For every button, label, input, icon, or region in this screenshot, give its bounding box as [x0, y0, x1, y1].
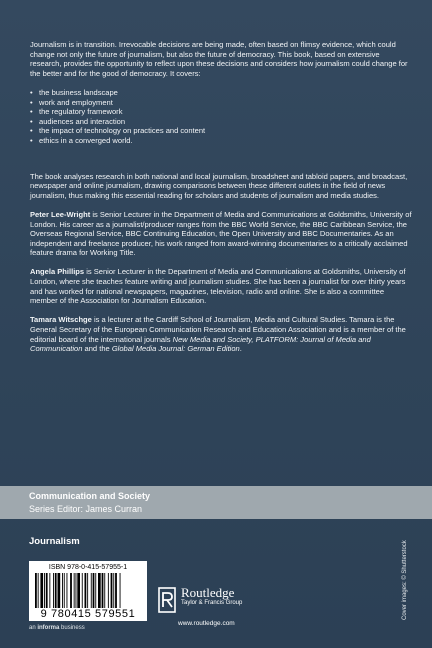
barcode-bar	[104, 573, 105, 608]
routledge-logo-icon	[158, 587, 176, 613]
series-title: Communication and Society	[29, 491, 151, 501]
barcode-bar	[53, 573, 54, 608]
author-bio-text: is Senior Lecturer in the Department of Media and Communications at Goldsmiths, University of London, where she teaches feature writing and journalism studies. She has been a journalist for over thirty years and has worked for national newspapers, magazines, television, radio and online. She is also a committee member of the Association for Journalism Education.	[30, 267, 406, 306]
barcode-bar	[87, 573, 88, 608]
publisher-url[interactable]: www.routledge.com	[178, 620, 235, 627]
barcode-bar	[44, 573, 45, 608]
author-bio	[30, 267, 412, 305]
informa-prefix: an	[29, 625, 38, 631]
list-item: • the business landscape	[30, 88, 412, 98]
barcode-bar	[82, 573, 83, 608]
informa-suffix: business	[59, 625, 85, 631]
list-item: • the impact of technology on practices and content	[30, 126, 412, 136]
author-bio-text: and the	[82, 344, 112, 354]
barcode-bar	[46, 573, 48, 608]
informa-line	[29, 625, 85, 631]
barcode-bar	[55, 573, 57, 608]
author-bio	[30, 315, 412, 353]
author-name: Tamara Witschge	[30, 315, 92, 325]
publisher-name: Routledge	[181, 585, 235, 600]
list-item: • the regulatory framework	[30, 107, 412, 117]
informa-logo: informa	[37, 625, 60, 631]
barcode-bar	[70, 573, 72, 608]
topics-list	[30, 88, 412, 146]
intro-paragraph: Journalism is in transition. Irrevocable decisions are being made, often based on flimsy evidence, which could change not only the future of journalism, but also the future of democracy. This book, based on extensive research, provides the opportunity to reflect upon these decisions and considers how journalism could change for the better and for the good of democracy. It covers:	[30, 40, 408, 78]
barcode-bar	[111, 573, 113, 608]
author-bio-text: is Senior Lecturer in the Department of Media and Communications at Goldsmiths, University of London. His career as a journalist/producer ranges from the BBC World Service, the BBC Caribbean Service, the Overseas Regional Service, BBC Continuing Education, the Open University and BBC Documentaries. As an independent and freelance producer, his work ranged from award-winning documentaries to a critically acclaimed feature drama for Working Title.	[30, 209, 412, 258]
barcode-bar	[74, 573, 75, 608]
author-bio	[30, 210, 412, 258]
barcode-bar	[40, 573, 43, 608]
barcode-bar	[62, 573, 63, 608]
barcode-bar	[98, 573, 101, 608]
barcode-bar	[113, 573, 114, 608]
series-editor: Series Editor: James Curran	[29, 504, 143, 514]
subject-label: Journalism	[29, 536, 80, 547]
barcode-bar	[95, 573, 96, 608]
author-bio-text: is a lecturer at the Cardiff School of Journalism, Media and Cultural Studies. Tamara is the General Secretary of the European Communication Research and Education Association and is a member of the editorial board of the international journals	[30, 315, 406, 344]
barcode-bar	[120, 573, 121, 608]
barcode-bar	[108, 573, 109, 608]
barcode	[29, 561, 147, 621]
barcode-bar	[49, 573, 50, 608]
barcode-bar	[76, 573, 77, 608]
author-bio-text: .	[239, 344, 242, 354]
barcode-bars	[33, 573, 143, 608]
isbn: ISBN 978-0-415-57955-1	[48, 564, 128, 571]
barcode-bar	[35, 573, 37, 608]
analysis-paragraph: The book analyses research in both national and local journalism, broadsheet and tabloid papers, and broadcast, newspaper and online journalism, drawing comparisons between these different outlets in the field of news journalism, thus making this essential reading for scholars and students of journalism and media studies.	[30, 171, 408, 200]
author-name: Peter Lee-Wright	[30, 209, 91, 219]
barcode-bar	[77, 573, 80, 608]
barcode-bar	[115, 573, 117, 608]
barcode-bar	[91, 573, 92, 608]
list-item: • work and employment	[30, 98, 412, 108]
journal-titles: New Media and Society, PLATFORM: Journal of Media and Communication	[30, 334, 371, 354]
blurb	[30, 40, 412, 363]
series-band	[0, 486, 432, 519]
barcode-bar	[67, 573, 68, 608]
cover-image-credit: Cover images: © Shutterstock	[402, 540, 408, 620]
list-item: • audiences and interaction	[30, 117, 412, 127]
barcode-bar	[64, 573, 65, 608]
author-name: Angela Phillips	[30, 267, 85, 277]
barcode-bar	[85, 573, 87, 608]
barcode-digits: 9 780415 579551	[40, 608, 136, 620]
list-item: • ethics in a converged world.	[30, 136, 412, 146]
barcode-bar	[93, 573, 95, 608]
publisher-group: Taylor & Francis Group	[181, 600, 243, 606]
barcode-bar	[58, 573, 61, 608]
journal-title: Global Media Journal: German Edition	[111, 344, 240, 354]
barcode-bar	[38, 573, 39, 608]
barcode-bar	[102, 573, 104, 608]
